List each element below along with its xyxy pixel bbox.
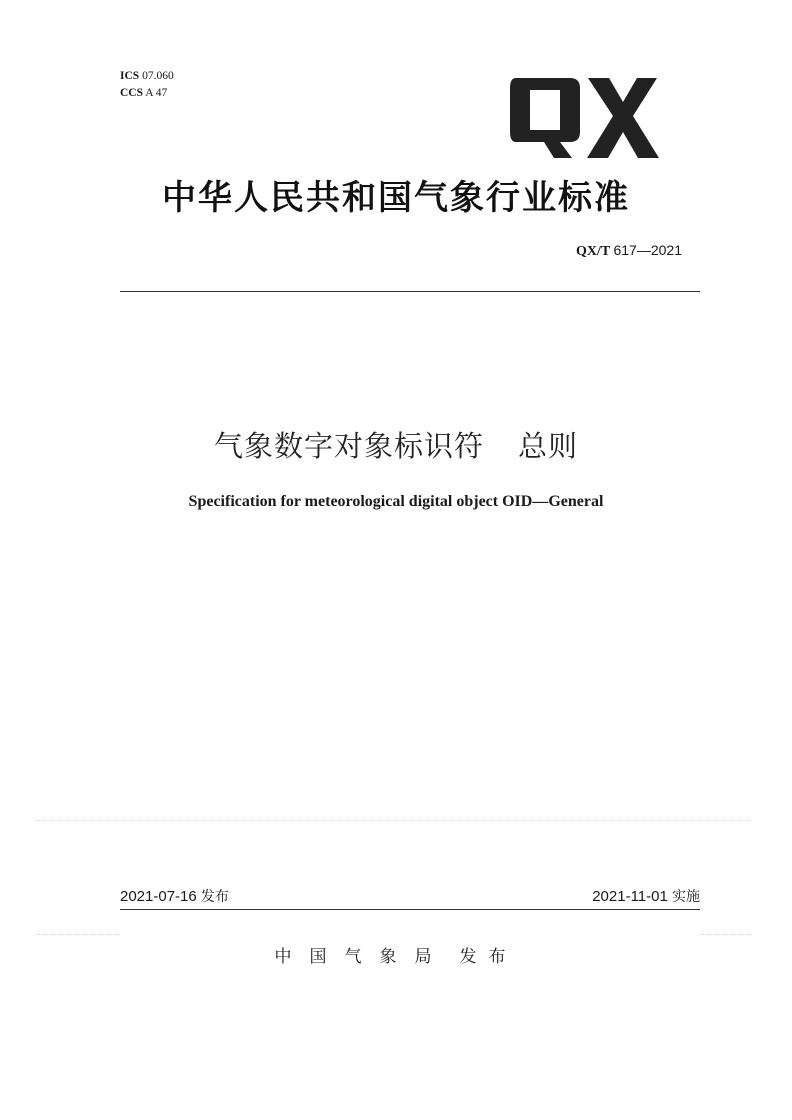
issue-date-line — [120, 886, 229, 906]
title-cn — [0, 424, 792, 465]
title-cn-main: 气象数字对象标识符 — [213, 429, 484, 463]
ccs-line — [120, 85, 174, 102]
implement-date: 2021-11-01 — [592, 888, 668, 905]
standard-number — [576, 242, 682, 260]
publisher — [0, 942, 792, 967]
standard-number-value: 617—2021 — [613, 242, 682, 258]
qx-logo-text: QX — [508, 74, 510, 75]
qx-logo — [508, 74, 660, 162]
publisher-org: 中国气象局 — [274, 947, 450, 967]
guide-line-lower-right — [700, 934, 752, 935]
ics-code: 07.060 — [142, 70, 174, 82]
guide-line-lower-left — [36, 934, 120, 935]
ccs-label: CCS — [120, 87, 144, 99]
ics-label: ICS — [120, 70, 140, 82]
standard-number-prefix: QX/T — [576, 244, 610, 259]
qx-logo-icon — [508, 74, 660, 162]
issue-label: 发布 — [200, 889, 229, 905]
ics-line — [120, 68, 174, 85]
classification-block — [120, 68, 174, 102]
guide-line-upper — [36, 820, 752, 821]
bottom-divider — [120, 909, 700, 910]
top-divider — [120, 291, 700, 292]
publisher-action: 发布 — [459, 947, 518, 967]
implement-date-line — [592, 886, 700, 906]
issue-date: 2021-07-16 — [120, 888, 197, 905]
title-cn-sub: 总则 — [518, 429, 579, 463]
ccs-code: A 47 — [145, 87, 168, 99]
title-en: Specification for meteorological digital object OID—General — [188, 493, 604, 510]
standard-name: 中华人民共和国气象行业标准 — [162, 178, 630, 218]
implement-label: 实施 — [672, 889, 700, 905]
